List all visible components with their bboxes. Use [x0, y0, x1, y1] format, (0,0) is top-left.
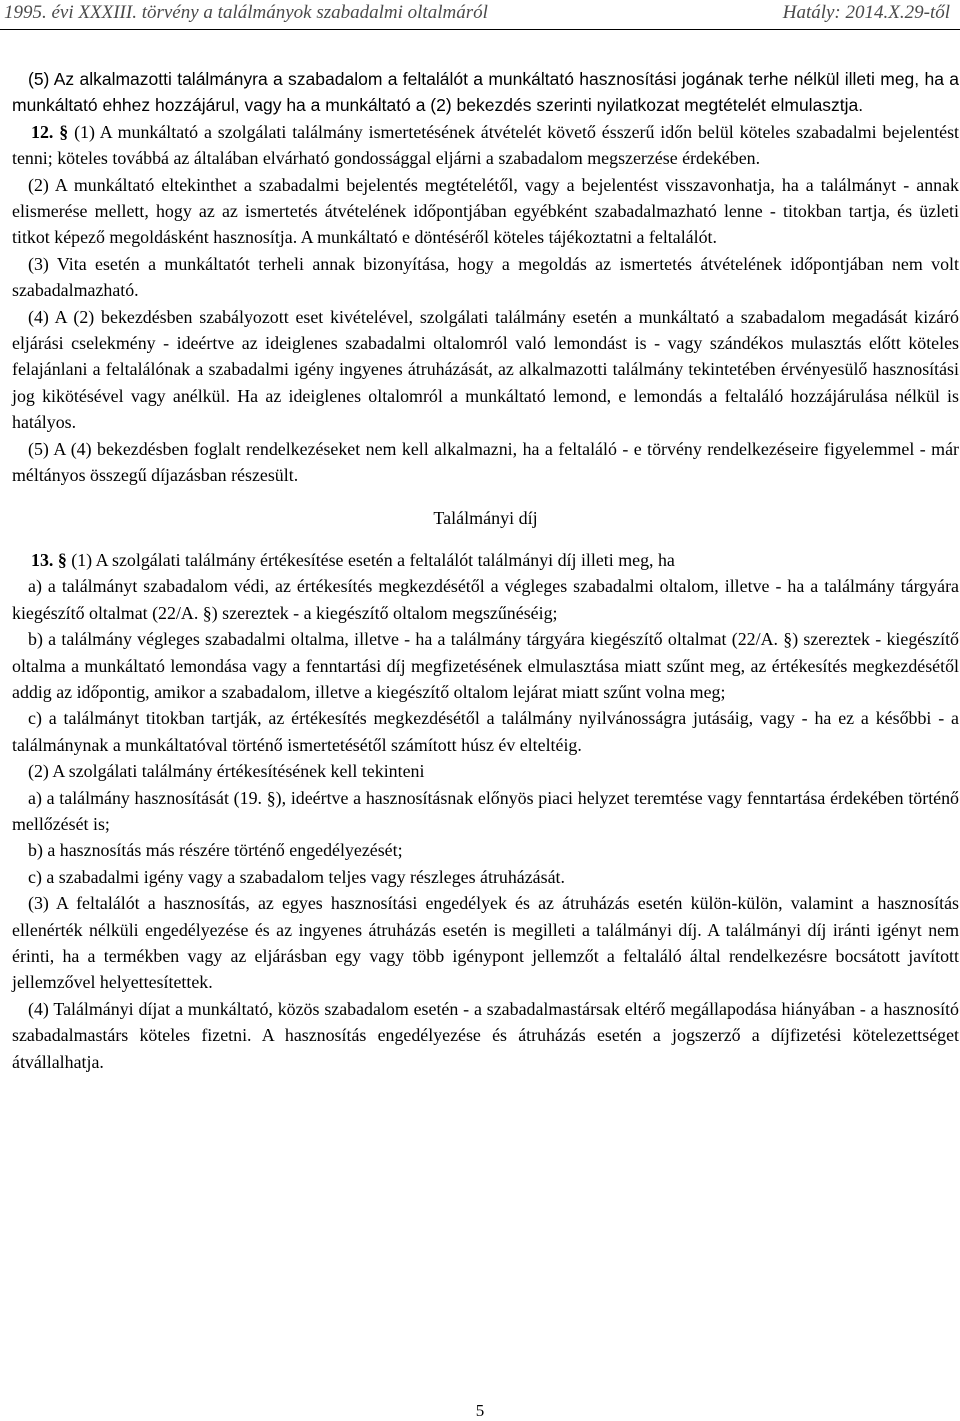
section-heading: Találmányi díj: [433, 507, 538, 528]
section-text: (1) A szolgálati találmány értékesítése esetén a feltalálót találmányi díj illeti meg, ha: [71, 549, 675, 570]
section-12-paragraph-3: (3) Vita esetén a munkáltatót terheli annak bizonyítása, hogy a megoldás az ismertetés átvételének időpontjában nem volt szabadalmazható.: [12, 253, 959, 301]
section-text: (1) A munkáltató a szolgálati találmány ismertetésének átvételét követő ésszerű időn belül köteles szabadalmi bejelentést tenni; köteles továbbá az általában elvárható gondossággal eljárni a szabadalom megszerzése érdekében.: [12, 121, 960, 169]
section-12-paragraph-2: (2) A munkáltató eltekinthet a szabadalmi bejelentés megtételétől, vagy a bejelentést visszavonhatja, ha a találmányt - annak elismerése mellett, hogy az az ismertetés átvételének időpontjában egyébként szabadalmazható lenne - titokban tartja, és üzleti titkot képező megoldásként hasznosítja. A munkáltató e döntéséről köteles tájékoztatni a feltalálót.: [12, 174, 959, 248]
header-effective-date: Hatály: 2014.X.29-től: [782, 2, 950, 23]
document-body: [12, 66, 959, 1075]
section-13-paragraph-1: [12, 547, 959, 573]
section-13-point-1c: c) a találmányt titokban tartják, az értékesítés megkezdésétől a találmány nyilvánosságra jutásáig, vagy - ha ez a későbbi - a találmánynak a munkáltatóval történő ismertetésétől számított húsz év elteltéig.: [12, 708, 959, 755]
section-12-paragraph-1: [12, 119, 959, 172]
section-13-point-1b: b) a találmány végleges szabadalmi oltalma, illetve - ha a találmány tárgyára kiegészítő oltalmat (22/A. §) szereztek - kiegészítő oltalma a munkáltató lemondása vagy a fenntartási díj megfizetésének elmulasztása miatt szűnt meg, az értékesítés megkezdésétől addig az időpontig, amikor a szabadalom, illetve a kiegészítő oltalom lejárat miatt szűnt volna meg;: [12, 629, 959, 702]
section-number: 12. §: [31, 121, 69, 142]
section-13-point-1a: a) a találmányt szabadalom védi, az értékesítés megkezdésétől a végleges szabadalmi oltalom, illetve - ha a találmány tárgyára kiegészítő oltalmat (22/A. §) szereztek - a kiegészítő oltalom megszűnéséig;: [12, 576, 959, 623]
section-13-paragraph-2: (2) A szolgálati találmány értékesítésének kell tekinteni: [28, 761, 425, 782]
section-13-paragraph-4: (4) Találmányi díjat a munkáltató, közös szabadalom esetén - a szabadalmastársak eltérő megállapodása hiányában - a hasznosító szabadalmastárs köteles fizetni. A hasznosítás engedélyezése és átruházás esetén a jogszerző a díjfizetési kötelezettséget átvállalhatja.: [12, 998, 959, 1072]
section-13-point-2b: b) a hasznosítás más részére történő engedélyezését;: [28, 840, 403, 861]
section-13-paragraph-3: (3) A feltalálót a hasznosítás, az egyes hasznosítási engedélyek és az átruházás esetén külön-külön, valamint a hasznosítás ellenérték nélküli engedélyezése és az ingyenes átruházás esetén is megilleti a találmányi díj. A találmányi díj iránti igényt nem érinti, ha a termékben vagy az eljárásban egy vagy több igénypont jellemzőt a feltaláló által rendelkezésre bocsátott javított jellemzővel helyettesítettek.: [12, 893, 959, 993]
page-number: 5: [475, 1401, 485, 1420]
section-number: 13. §: [31, 549, 67, 570]
header-title: 1995. évi XXXIII. törvény a találmányok szabadalmi oltalmáról: [4, 2, 488, 23]
paragraph-11-5: (5) Az alkalmazotti találmányra a szabadalom a feltalálót a munkáltató hasznosítási jogának terhe nélkül illeti meg, ha a munkáltató ehhez hozzájárul, vagy ha a munkáltató a (2) bekezdés szerinti nyilatkozat megtételét elmulasztja.: [12, 69, 959, 116]
section-13-point-2c: c) a szabadalmi igény vagy a szabadalom teljes vagy részleges átruházását.: [28, 866, 565, 887]
section-12-paragraph-4: (4) A (2) bekezdésben szabályozott eset kivételével, szolgálati találmány esetén a munkáltató a szabadalom megadását kizáró eljárási cselekmény - ideértve az ideiglenes szabadalmi oltalomról való lemondást is - vagy szándékos mulasztás előtt köteles felajánlani a feltalálónak a szabadalmi igény ingyenes átruházását, az alkalmazotti találmány tekintetében érvényesülő hasznosítási jog kikötésével vagy anélkül. Ha az ideiglenes oltalomról a munkáltató lemond, e lemondás a feltaláló hozzájárulása nélkül is hatályos.: [12, 306, 959, 433]
section-13-point-2a: a) a találmány hasznosítását (19. §), ideértve a hasznosításnak előnyös piaci helyzet teremtése vagy fenntartása érdekében történő mellőzését is;: [12, 787, 959, 834]
document-header: [0, 0, 960, 30]
section-12-paragraph-5: (5) A (4) bekezdésben foglalt rendelkezéseket nem kell alkalmazni, ha a feltaláló - e törvény rendelkezéseire figyelemmel - már méltányos összegű díjazásban részesült.: [12, 438, 959, 486]
